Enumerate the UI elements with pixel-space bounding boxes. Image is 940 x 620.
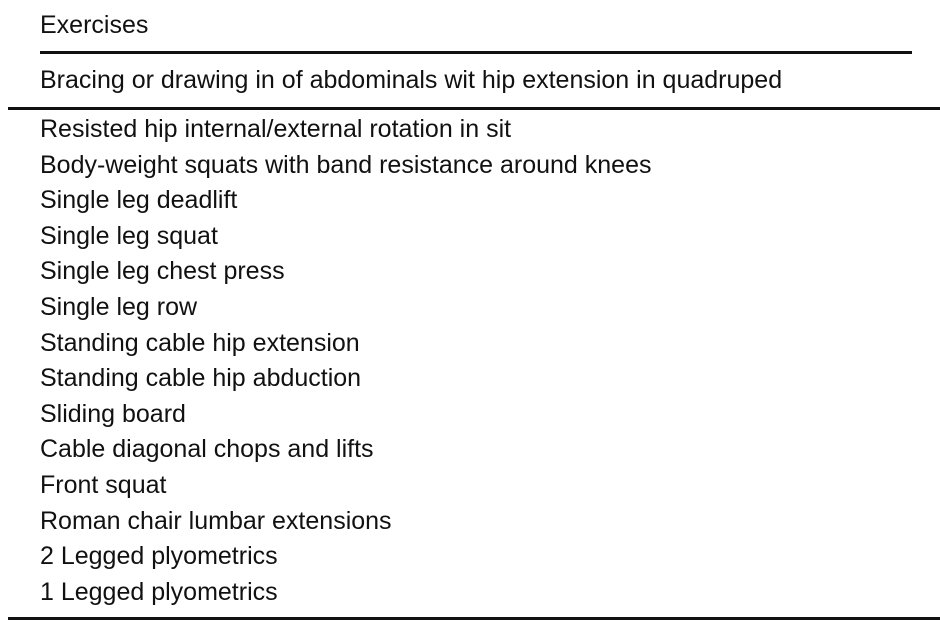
table-row: 2 Legged plyometrics (40, 542, 278, 571)
table-row: Sliding board (40, 399, 186, 428)
column-header-exercises: Exercises (40, 11, 149, 39)
table-row: Body-weight squats with band resistance around knees (40, 150, 652, 179)
section-divider-rule (8, 107, 940, 110)
table-body (40, 112, 651, 610)
table-row: Resisted hip internal/external rotation in sit (40, 115, 512, 143)
table-row: 1 Legged plyometrics (40, 577, 278, 606)
table-row: Standing cable hip extension (40, 328, 360, 357)
table-row: Single leg chest press (40, 257, 285, 286)
table-row-first: Bracing or drawing in of abdominals wit hip extension in quadruped (40, 66, 783, 94)
table-row: Standing cable hip abduction (40, 364, 362, 393)
header-top-rule (40, 51, 912, 54)
table-row: Front squat (40, 470, 167, 499)
table-row: Cable diagonal chops and lifts (40, 435, 374, 464)
table-row: Roman chair lumbar extensions (40, 506, 392, 535)
table-row: Single leg deadlift (40, 186, 238, 215)
table-row: Single leg row (40, 292, 198, 321)
table-row: Single leg squat (40, 221, 218, 250)
